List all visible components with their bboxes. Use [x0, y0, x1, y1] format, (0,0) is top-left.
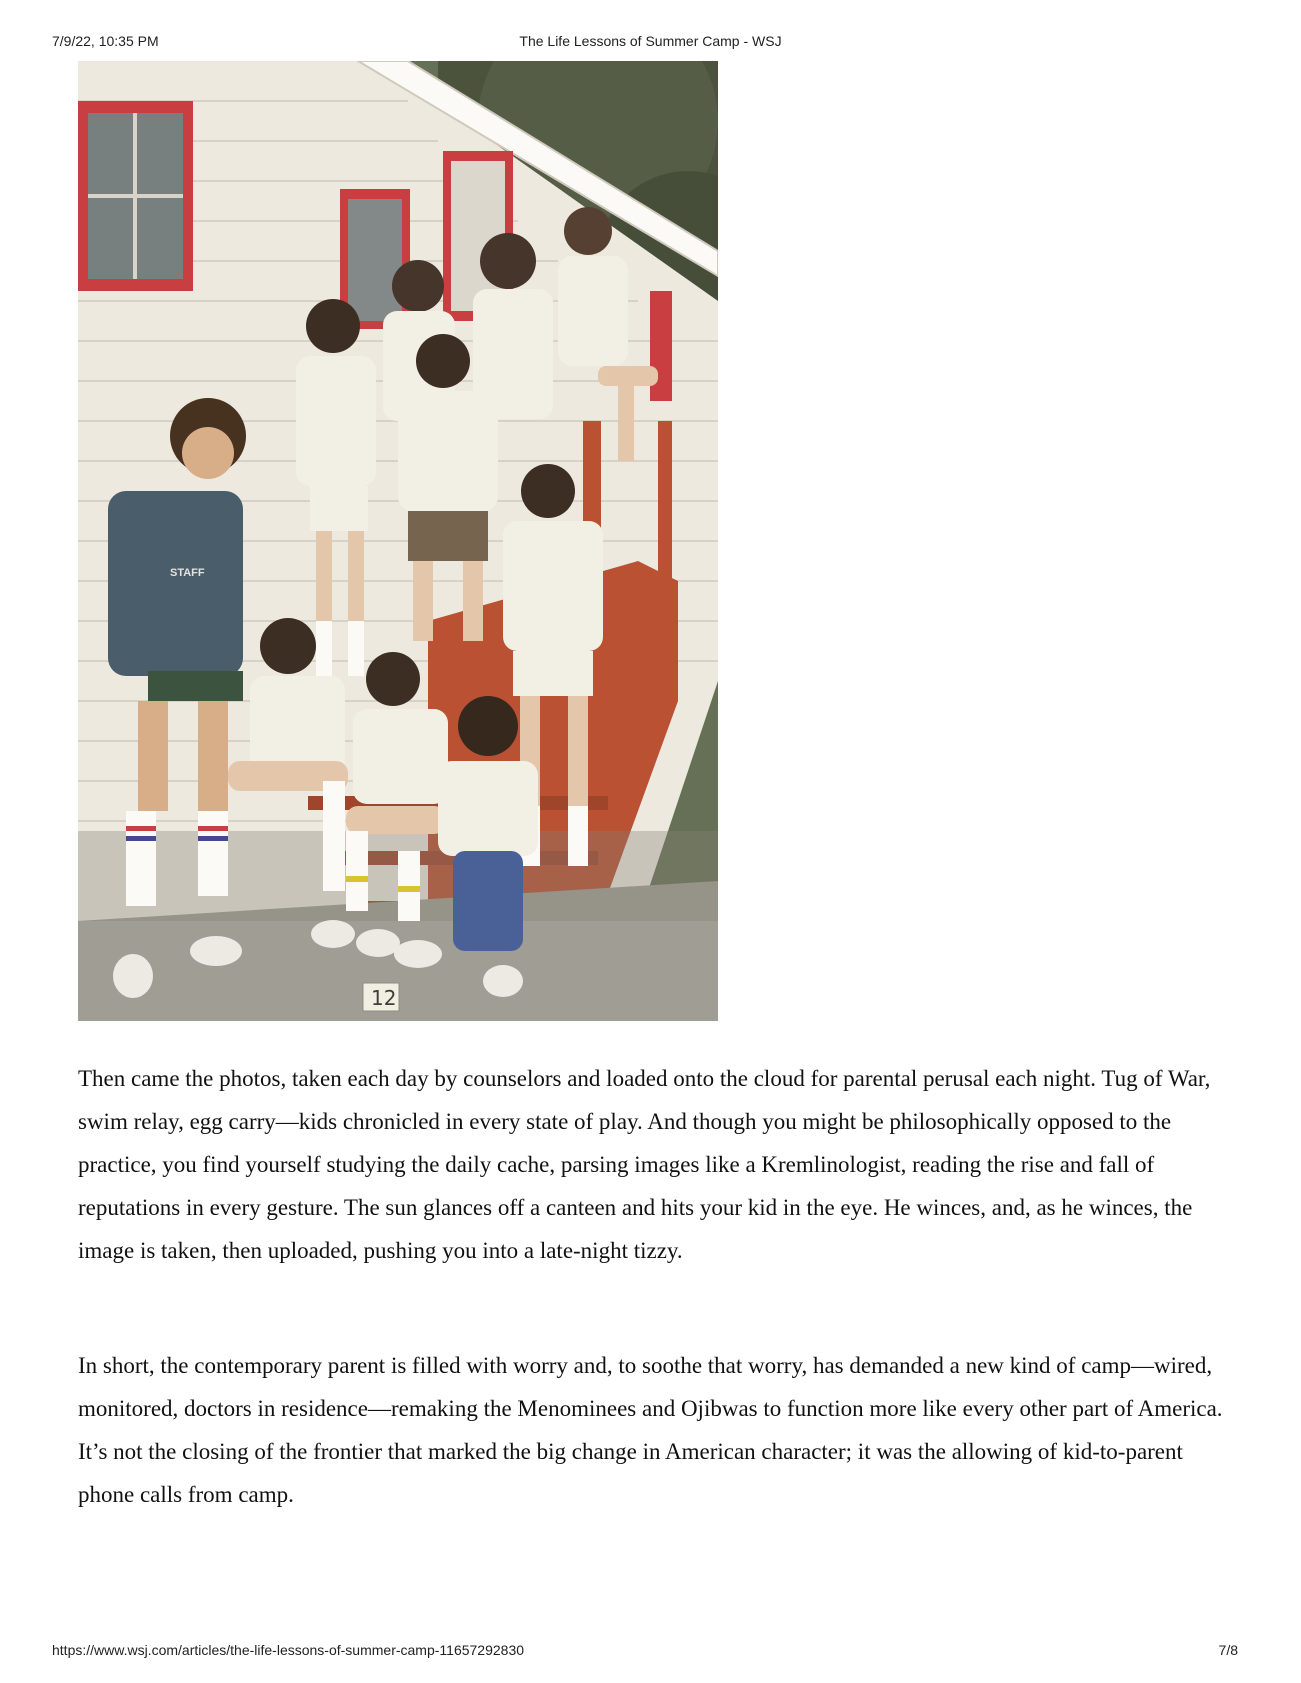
article-paragraph-2: In short, the contemporary parent is filled with worry and, to soothe that worry, has demanded a new kind of camp—wired, monitored, doctors in residence—remaking the Menominees and Ojibwas to function more like every other part of America. It’s not the closing of the frontier that marked the big change in American character; it was the allowing of kid-to-parent phone calls from camp. [78, 1353, 1223, 1507]
photo-marker: 12 [371, 986, 397, 1010]
print-page-number: 7/8 [1218, 1642, 1238, 1658]
print-datetime: 7/9/22, 10:35 PM [52, 33, 159, 49]
article-photo [78, 61, 718, 1021]
article-paragraph-1: Then came the photos, taken each day by counselors and loaded onto the cloud for parental perusal each night. Tug of War, swim relay, egg carry—kids chronicled in every state of play. And though you might be philosophically opposed to the practice, you find yourself studying the daily cache, parsing images like a Kremlinologist, reading the rise and fall of reputations in every gesture. The sun glances off a canteen and hits your kid in the eye. He winces, and, as he winces, the image is taken, then uploaded, pushing you into a late-night tizzy. [78, 1066, 1211, 1263]
counselor-shirt-text: STAFF [170, 567, 205, 579]
print-url: https://www.wsj.com/articles/the-life-lessons-of-summer-camp-11657292830 [52, 1642, 525, 1658]
print-page-title: The Life Lessons of Summer Camp - WSJ [519, 33, 782, 49]
